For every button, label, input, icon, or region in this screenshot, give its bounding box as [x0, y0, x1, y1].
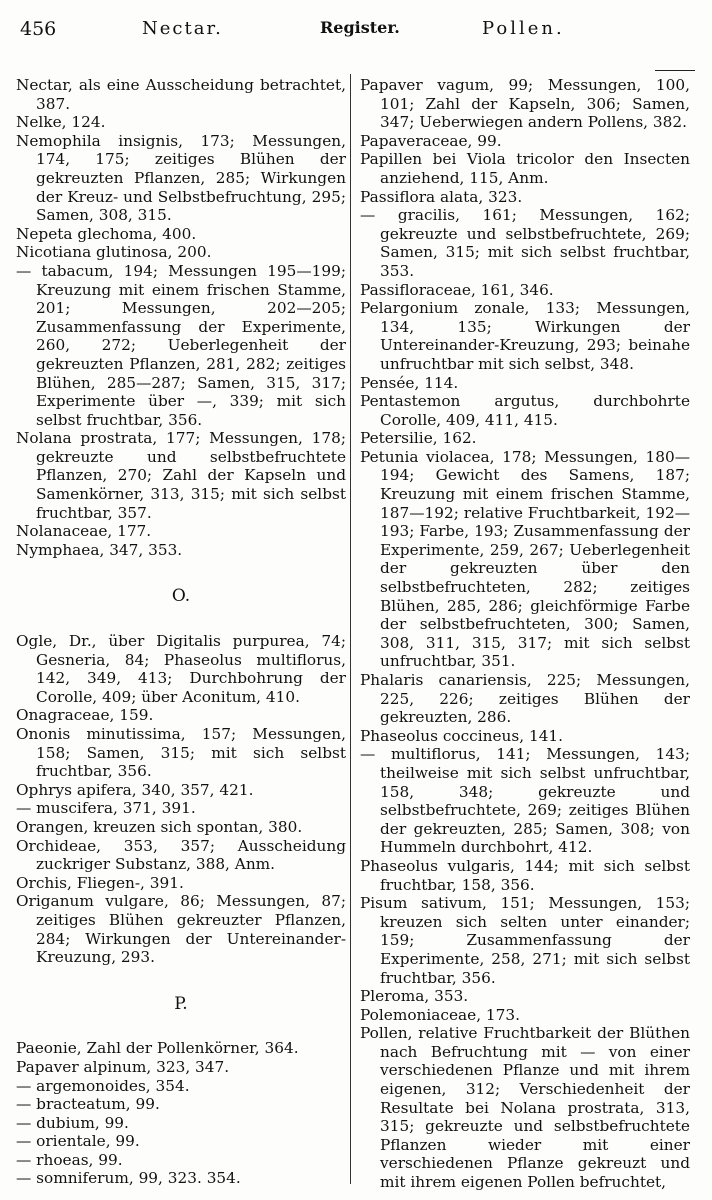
- index-entry: — muscifera, 371, 391.: [16, 799, 196, 818]
- index-entry: Orangen, kreuzen sich spontan, 380.: [16, 817, 303, 836]
- index-entry: Phaseolus vulgaris, 144; mit sich selbst fruchtbar, 158, 356.: [360, 856, 690, 894]
- index-entry: Pentastemon argutus, durchbohrte Corolle, 409, 411, 415.: [360, 392, 690, 429]
- index-entry: Orchis, Fliegen-, 391.: [16, 873, 184, 892]
- left-column: [16, 76, 346, 1188]
- index-entry: Nectar, als eine Ausscheidung betrachtet, 387.: [16, 76, 346, 113]
- index-entry: Nolana prostrata, 177; Messungen, 178; gekreuzte und selbstbefruchtete Pflanzen, 270; Zahl der Kapseln und Samenkörner, 313, 315; mit sich selbst fruchtbar, 357.: [16, 429, 346, 522]
- index-entry: Petunia violacea, 178; Messungen, 180—194; Gewicht des Samens, 187; Kreuzung mit einem frischen Stamme, 187—192; relative Fruchtbarkeit, 192—193; Farbe, 193; Zusammenfassung der Experimente, 259, 267; Ueberlegenheit der gekreuzten über den selbstbefruchteten, 282; zeitiges Blühen, 285, 286; gleichförmige Farbe der selbstbefruchteten, 300; Samen, 308, 311, 315, 317; mit sich selbst unfruchtbar, 351.: [360, 447, 690, 671]
- header-right-term: Pollen.: [482, 18, 565, 39]
- index-entry: Papaver alpinum, 323, 347.: [16, 1057, 230, 1076]
- index-entry: — tabacum, 194; Messungen 195—199; Kreuzung mit einem frischen Stamme, 201; Messungen, 202—205; Zusammenfassung der Experimente, 260, 272; Ueberlegenheit der gekreuzten Pflanzen, 281, 282; zeitiges Blühen, 285—287; Samen, 315, 317; Experimente über —, 339; mit sich selbst fruchtbar, 356.: [16, 261, 346, 429]
- index-entry: Passiflora alata, 323.: [360, 187, 523, 206]
- running-header: [20, 18, 698, 48]
- index-entry: Pollen, relative Fruchtbarkeit der Blüthen nach Befruchtung mit — von einer verschiedenen Pflanze und mit ihrem eigenen, 312; Verschiedenheit der Resultate bei Nolana prostrata, 313, 315; gekreuzte und selbstbefruchtete Pflanzen wieder mit einer verschiedenen Pflanze gekreuzt und mit ihrem eigenen Pollen befruchtet,: [360, 1024, 690, 1192]
- header-title: Register.: [320, 18, 400, 37]
- index-entry: Orchideae, 353, 357; Ausscheidung zuckriger Substanz, 388, Anm.: [16, 836, 346, 874]
- index-entry: Nemophila insignis, 173; Messungen, 174, 175; zeitiges Blühen der gekreuzten Pflanzen, 285; Wirkungen der Kreuz- und Selbstbefruchtung, 295; Samen, 308, 315.: [16, 131, 346, 225]
- index-entry: Onagraceae, 159.: [16, 706, 154, 725]
- header-rule: [655, 70, 695, 71]
- index-entry: Petersilie, 162.: [360, 429, 477, 448]
- index-entry: — gracilis, 161; Messungen, 162; gekreuzte und selbstbefruchtete, 269; Samen, 315; mit sich selbst fruchtbar, 353.: [360, 206, 690, 280]
- index-entry: — bracteatum, 99.: [16, 1095, 160, 1114]
- index-entry: — argemonoides, 354.: [16, 1076, 190, 1095]
- index-entry: Ophrys apifera, 340, 357, 421.: [16, 780, 254, 799]
- index-entry: Nelke, 124.: [16, 113, 106, 132]
- page-number: 456: [20, 18, 57, 40]
- index-entry: Passifloraceae, 161, 346.: [360, 280, 554, 299]
- index-entry: Pleroma, 353.: [360, 987, 469, 1006]
- index-entry: Papaveraceae, 99.: [360, 131, 502, 150]
- index-entry: Polemoniaceae, 173.: [360, 1005, 520, 1024]
- index-entry: Pelargonium zonale, 133; Messungen, 134, 135; Wirkungen der Untereinander-Kreuzung, 293; beinahe unfruchtbar mit sich selbst, 348.: [360, 299, 690, 373]
- header-left-term: Nectar.: [142, 18, 223, 39]
- column-divider: [350, 74, 351, 1184]
- index-entry: — somniferum, 99, 323. 354.: [16, 1169, 241, 1188]
- index-entry: Pensée, 114.: [360, 373, 459, 392]
- index-entry: — orientale, 99.: [16, 1132, 140, 1151]
- section-letter-p: P.: [174, 993, 188, 1014]
- section-letter-o: O.: [171, 586, 191, 607]
- index-entry: — multiflorus, 141; Messungen, 143; theilweise mit sich selbst unfruchtbar, 158, 348; gekreuzte und selbstbefruchtete, 269; zeitiges Blühen der gekreuzten, 285; Samen, 308; von Hummeln durchbohrt, 412.: [360, 745, 690, 857]
- index-entry: Phalaris canariensis, 225; Messungen, 225, 226; zeitiges Blühen der gekreuzten, 286.: [360, 671, 690, 727]
- index-entry: Ononis minutissima, 157; Messungen, 158; Samen, 315; mit sich selbst fruchtbar, 356.: [16, 725, 346, 781]
- index-entry: Nepeta glechoma, 400.: [16, 224, 197, 243]
- index-entry: Paeonie, Zahl der Pollenkörner, 364.: [16, 1039, 299, 1058]
- right-column: [360, 76, 690, 1192]
- index-entry: Phaseolus coccineus, 141.: [360, 726, 564, 745]
- index-entry: Ogle, Dr., über Digitalis purpurea, 74; Gesneria, 84; Phaseolus multiflorus, 142, 349, 413; Durchbohrung der Corolle, 409; über Aconitum, 410.: [16, 632, 346, 706]
- index-entry: — rhoeas, 99.: [16, 1150, 123, 1169]
- index-entry: Nolanaceae, 177.: [16, 522, 152, 541]
- index-entry: Pisum sativum, 151; Messungen, 153; kreuzen sich selten unter einander; 159; Zusammenfassung der Experimente, 258, 271; mit sich selbst fruchtbar, 356.: [360, 894, 690, 987]
- index-entry: Nymphaea, 347, 353.: [16, 540, 183, 559]
- index-entry: — dubium, 99.: [16, 1113, 129, 1132]
- index-entry: Nicotiana glutinosa, 200.: [16, 243, 212, 262]
- index-entry: Papaver vagum, 99; Messungen, 100, 101; Zahl der Kapseln, 306; Samen, 347; Ueberwiegen andern Pollens, 382.: [360, 76, 690, 132]
- index-entry: Origanum vulgare, 86; Messungen, 87; zeitiges Blühen gekreuzter Pflanzen, 284; Wirkungen der Untereinander-Kreuzung, 293.: [16, 892, 346, 967]
- index-entry: Papillen bei Viola tricolor den Insecten anziehend, 115, Anm.: [360, 150, 690, 187]
